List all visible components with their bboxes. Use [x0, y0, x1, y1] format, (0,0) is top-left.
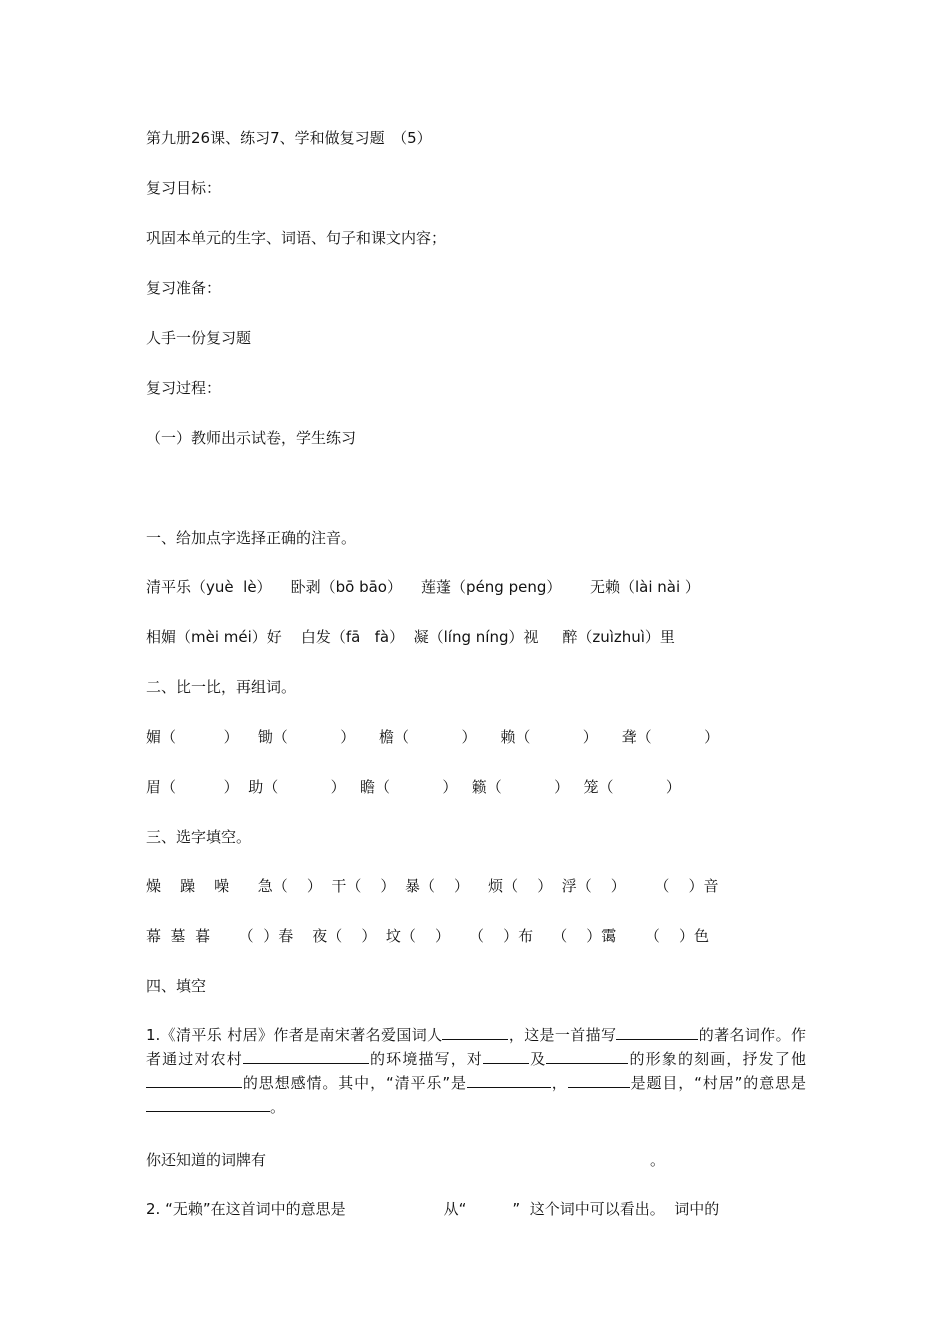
- prep-text: 人手一份复习题: [146, 329, 252, 347]
- section-1-heading: 一、给加点字选择正确的注音。: [146, 529, 357, 547]
- section-2-heading: 二、比一比，再组词。: [146, 678, 297, 696]
- goal-text: 巩固本单元的生字、词语、句子和课文内容；: [146, 229, 447, 247]
- step-one: （一）教师出示试卷，学生练习: [146, 429, 357, 447]
- question-1-extra: [146, 1150, 665, 1170]
- question-2: [146, 1199, 719, 1219]
- question-1-text: ，: [550, 1074, 568, 1092]
- question-1-text: 。: [270, 1098, 286, 1116]
- section-2-line-2: 眉（ ） 助（ ） 瞻（ ） 籁（ ） 笼（ ）: [146, 778, 681, 796]
- blank-feeling[interactable]: [146, 1072, 242, 1088]
- doc-title: 第九册26课、练习7、学和做复习题 （5）: [146, 129, 432, 147]
- section-2-line-1: 媚（ ） 锄（ ） 檐（ ） 赖（ ） 聋（ ）: [146, 728, 720, 746]
- question-2-text: ” 这个词中可以看出。 词中的: [512, 1200, 720, 1218]
- blank-environment[interactable]: [243, 1048, 369, 1064]
- question-1-text: 1.《清平乐 村居》作者是南宋著名爱国词人: [146, 1026, 443, 1044]
- section-3-line-1: 燥 躁 噪 急（ ） 干（ ） 暴（ ） 烦（ ） 浮（ ） （ ）音: [146, 877, 719, 895]
- blank-title[interactable]: [568, 1072, 630, 1088]
- process-heading: 复习过程：: [146, 379, 222, 397]
- question-1-text: 及: [529, 1050, 547, 1068]
- blank-subject[interactable]: [616, 1024, 698, 1040]
- question-1-text: ，这是一首描写: [508, 1026, 617, 1044]
- section-3-heading: 三、选字填空。: [146, 828, 252, 846]
- question-2-text: 2. “无赖”在这首词中的意思是: [146, 1200, 346, 1218]
- prep-heading: 复习准备：: [146, 279, 222, 297]
- question-1-extra-end: 。: [650, 1151, 666, 1169]
- section-3-line-2: 幕 墓 暮 （ ）春 夜（ ） 坟（ ） （ ）布 （ ）霭 （ ）色: [146, 927, 709, 945]
- question-1-text: 的思想感情。其中，“清平乐”是: [242, 1074, 467, 1092]
- question-1-text: 的形象的刻画，抒发了他: [628, 1050, 806, 1068]
- blank-meaning[interactable]: [146, 1096, 270, 1112]
- question-1: [146, 1023, 806, 1119]
- blank-figure-b[interactable]: [546, 1048, 628, 1064]
- goal-heading: 复习目标：: [146, 179, 222, 197]
- question-2-text: 从“: [443, 1200, 467, 1218]
- blank-cipai[interactable]: [467, 1072, 551, 1088]
- question-1-text: 的环境描写，对: [368, 1050, 484, 1068]
- question-1-text: 是题目，“村居”的意思是: [629, 1074, 806, 1092]
- question-1-extra-label: 你还知道的词牌有: [146, 1151, 267, 1169]
- section-1-line-2: 相媚（mèi méi）好 白发（fā fà） 凝（líng níng）视 醉（zuìzhuì）里: [146, 628, 675, 646]
- blank-poet[interactable]: [442, 1024, 508, 1040]
- section-1-line-1: 清平乐（yuè lè） 卧剥（bō bāo） 莲蓬（péng peng） 无赖（lài nài ）: [146, 578, 700, 596]
- section-4-heading: 四、填空: [146, 977, 207, 995]
- question-1-text: 的著名词作。作者通过对农村: [146, 1026, 806, 1068]
- blank-figure-a[interactable]: [483, 1048, 529, 1064]
